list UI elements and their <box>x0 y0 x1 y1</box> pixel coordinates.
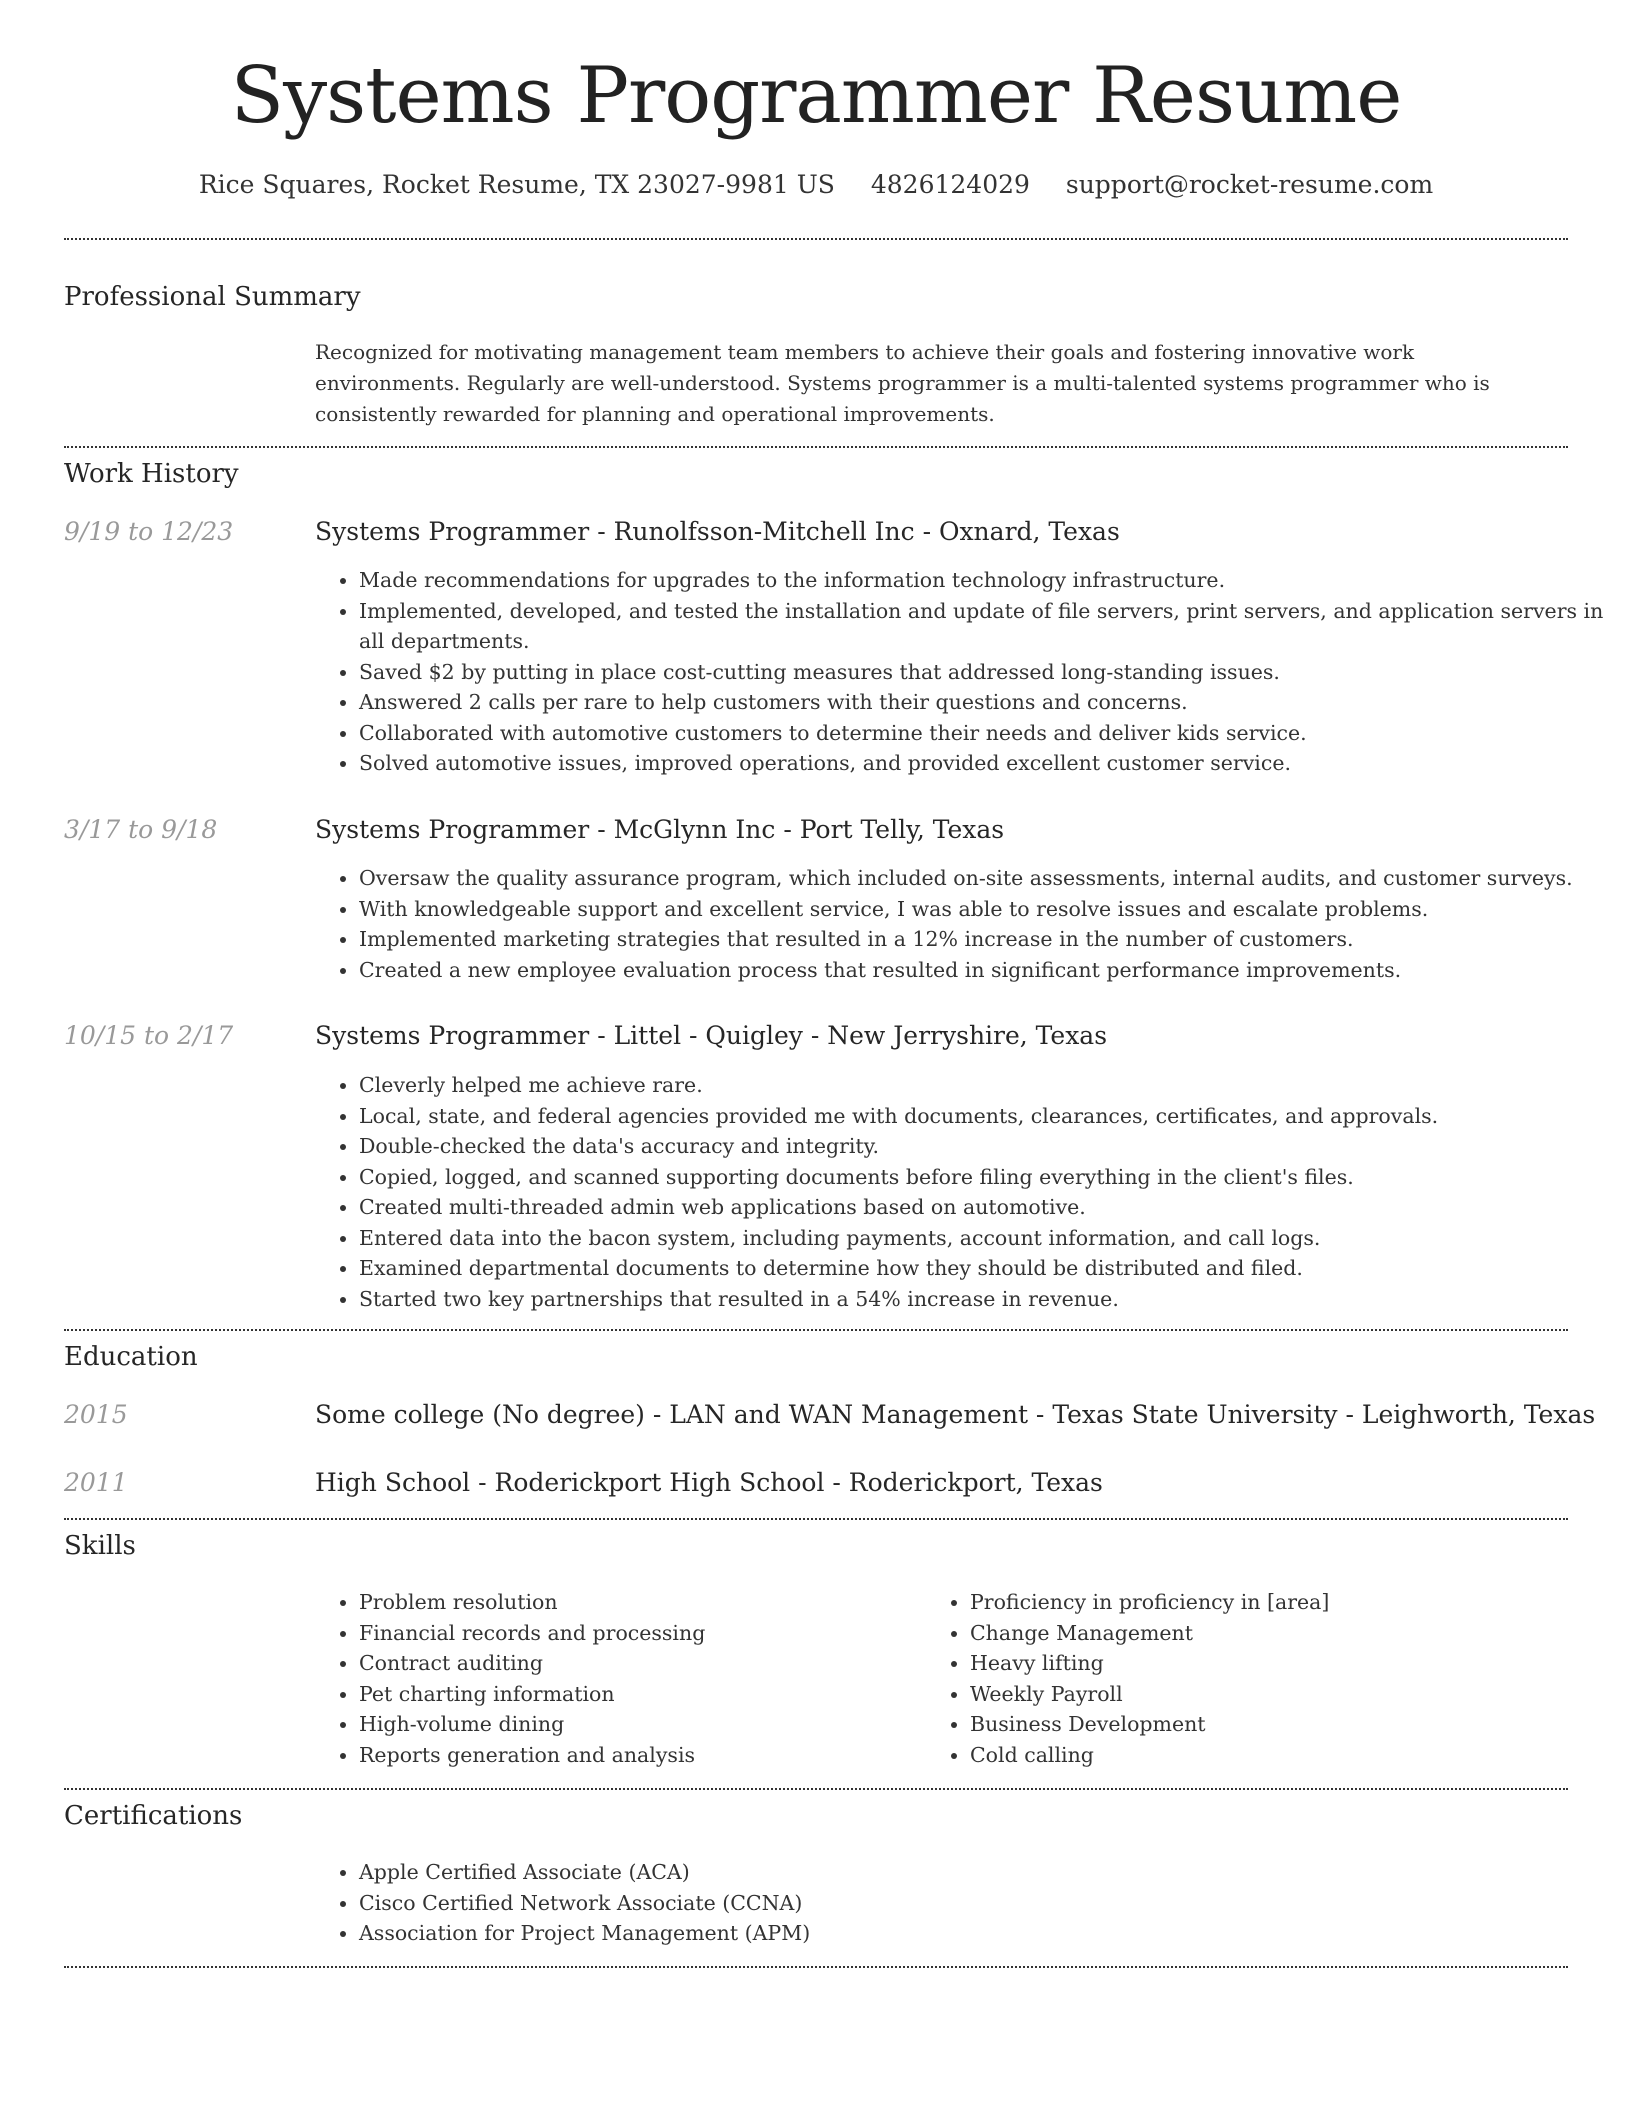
education-year: 2011 <box>64 1468 128 1497</box>
section-divider <box>64 238 1568 240</box>
skill-item: • Weekly Payroll <box>970 1679 1570 1710</box>
job-bullet: • Collaborated with automotive customers to determine their needs and deliver kids service. <box>359 718 1609 749</box>
work-history-heading: Work History <box>64 459 239 489</box>
job-bullet: • Created multi-threaded admin web applications based on automotive. <box>359 1192 1609 1223</box>
job-bullet: • Saved $2 by putting in place cost-cutting measures that addressed long-standing issues. <box>359 657 1609 688</box>
skills-list-right <box>926 1587 1570 1770</box>
job-bullets <box>315 1070 1609 1314</box>
certification-item: • Association for Project Management (APM) <box>359 1918 1609 1949</box>
skill-item: • Pet charting information <box>359 1679 959 1710</box>
contact-line <box>0 170 1632 200</box>
job-bullet: • Created a new employee evaluation process that resulted in significant performance improvements. <box>359 955 1609 986</box>
job-bullet: • Made recommendations for upgrades to the information technology infrastructure. <box>359 565 1609 596</box>
section-divider <box>64 1788 1568 1790</box>
skill-item: • High-volume dining <box>359 1709 959 1740</box>
job-dates: 10/15 to 2/17 <box>64 1021 234 1050</box>
skill-item: • Proficiency in proficiency in [area] <box>970 1587 1570 1618</box>
job-dates: 9/19 to 12/23 <box>64 517 234 546</box>
skill-item: • Cold calling <box>970 1740 1570 1771</box>
section-divider <box>64 446 1568 448</box>
job-dates: 3/17 to 9/18 <box>64 815 218 844</box>
job-bullet: • Copied, logged, and scanned supporting documents before filing everything in the client's files. <box>359 1162 1609 1193</box>
skills-heading: Skills <box>64 1531 136 1561</box>
contact-address: Rice Squares, Rocket Resume, TX 23027-9981 US <box>198 170 835 199</box>
education-entry: High School - Roderickport High School - Roderickport, Texas <box>315 1468 1103 1497</box>
contact-email: support@rocket-resume.com <box>1065 170 1434 199</box>
job-bullet: • Answered 2 calls per rare to help customers with their questions and concerns. <box>359 687 1609 718</box>
job-bullet: • Oversaw the quality assurance program, which included on-site assessments, internal audits, and customer surveys. <box>359 863 1609 894</box>
resume-title: Systems Programmer Resume <box>230 51 1402 141</box>
education-entry: Some college (No degree) - LAN and WAN Management - Texas State University - Leighworth, Texas <box>315 1400 1596 1429</box>
job-bullet: • Entered data into the bacon system, including payments, account information, and call logs. <box>359 1223 1609 1254</box>
skill-item: • Change Management <box>970 1618 1570 1649</box>
skill-item: • Problem resolution <box>359 1587 959 1618</box>
job-bullets <box>315 565 1609 779</box>
job-bullet: • Implemented marketing strategies that resulted in a 12% increase in the number of customers. <box>359 924 1609 955</box>
certifications-list <box>315 1857 1609 1949</box>
skill-item: • Reports generation and analysis <box>359 1740 959 1771</box>
section-divider <box>64 1966 1568 1968</box>
job-bullet: • With knowledgeable support and excellent service, I was able to resolve issues and escalate problems. <box>359 894 1609 925</box>
section-divider <box>64 1329 1568 1331</box>
skill-item: • Business Development <box>970 1709 1570 1740</box>
job-bullet: • Examined departmental documents to determine how they should be distributed and filed. <box>359 1253 1609 1284</box>
skill-item: • Financial records and processing <box>359 1618 959 1649</box>
section-divider <box>64 1518 1568 1520</box>
summary-heading: Professional Summary <box>64 282 361 312</box>
job-title: Systems Programmer - Littel - Quigley - New Jerryshire, Texas <box>315 1021 1108 1050</box>
job-bullet: • Double-checked the data's accuracy and integrity. <box>359 1131 1609 1162</box>
education-heading: Education <box>64 1342 198 1372</box>
job-bullet: • Cleverly helped me achieve rare. <box>359 1070 1609 1101</box>
job-bullets <box>315 863 1609 985</box>
job-title: Systems Programmer - Runolfsson-Mitchell Inc - Oxnard, Texas <box>315 517 1120 546</box>
skill-item: • Contract auditing <box>359 1648 959 1679</box>
summary-text: Recognized for motivating management team members to achieve their goals and fostering innovative work environments. Regularly are well-understood. Systems programmer is a multi-talented systems programmer who is consistently rewarded for planning and operational improvements. <box>315 340 1490 426</box>
job-title: Systems Programmer - McGlynn Inc - Port Telly, Texas <box>315 815 1005 844</box>
certifications-heading: Certifications <box>64 1801 243 1831</box>
certification-item: • Cisco Certified Network Associate (CCNA) <box>359 1888 1609 1919</box>
job-bullet: • Solved automotive issues, improved operations, and provided excellent customer service. <box>359 748 1609 779</box>
job-bullet: • Local, state, and federal agencies provided me with documents, clearances, certificates, and approvals. <box>359 1101 1609 1132</box>
contact-phone: 4826124029 <box>870 170 1030 199</box>
skill-item: • Heavy lifting <box>970 1648 1570 1679</box>
skills-list-left <box>315 1587 959 1770</box>
education-year: 2015 <box>64 1400 128 1429</box>
job-bullet: • Implemented, developed, and tested the installation and update of file servers, print servers, and application servers in all departments. <box>359 596 1609 657</box>
certification-item: • Apple Certified Associate (ACA) <box>359 1857 1609 1888</box>
job-bullet: • Started two key partnerships that resulted in a 54% increase in revenue. <box>359 1284 1609 1315</box>
